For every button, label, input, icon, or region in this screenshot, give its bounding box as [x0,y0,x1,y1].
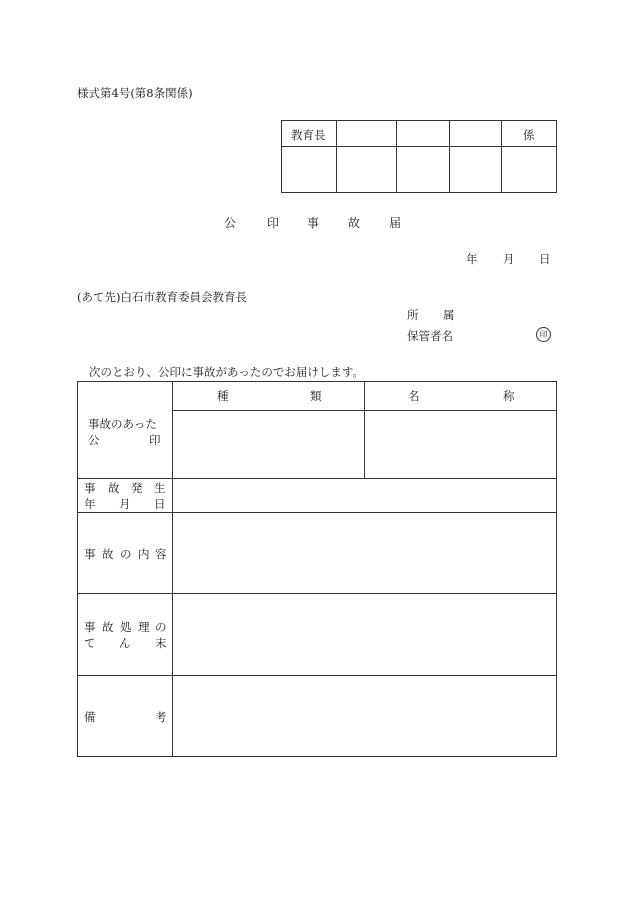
col-name-char-a: 名 [408,389,420,403]
custodian-name-label: 保管者名 [407,329,453,343]
row-label-char: 事 [84,547,96,561]
title-char: 公 [224,216,237,230]
dept-label-a: 所 [407,308,419,322]
row-label-char: 内 [138,547,150,561]
col-type-char-b: 類 [310,389,322,403]
row-label-char: 事 [84,481,96,495]
date-month-label: 月 [503,252,515,266]
form-number: 様式第4号(第8条関係) [77,86,193,100]
row-label-char: 故 [102,547,114,561]
title-char: 故 [348,216,361,230]
incident-table [77,381,557,757]
col-name-char-b: 称 [503,389,515,403]
row-label-char: 日 [154,497,166,511]
date-year-label: 年 [466,252,478,266]
title-char: 届 [389,216,402,230]
row-label-char: 年 [84,497,96,511]
row-label-affected-seal: 事故のあった [88,417,157,431]
row-label-char: 処 [120,620,132,634]
approval-header-superintendent: 教育長 [291,128,326,142]
row-label-char: 事 [84,620,96,634]
row-label-seal-char-a: 公 [88,433,100,447]
row-label-char: 末 [155,636,167,650]
row-label-char: 生 [154,481,166,495]
date-day-label: 日 [539,252,551,266]
row-label-char: て [84,636,96,650]
seal-icon: 印 [536,327,551,342]
row-label-char: 故 [108,481,120,495]
row-label-char: ん [119,636,131,650]
row-label-char: の [120,547,132,561]
title-char: 印 [267,216,280,230]
row-label-remarks-char-b: 考 [155,710,167,724]
row-label-char: 故 [102,620,114,634]
title-char: 事 [307,216,320,230]
row-label-char: 月 [119,497,131,511]
addressee: (あて先)白石市教育委員会教育長 [77,290,247,304]
approval-stamp-grid [281,120,557,193]
row-label-char: 発 [131,481,143,495]
row-label-remarks-char-a: 備 [84,710,96,724]
row-label-char: 容 [155,547,167,561]
dept-label-b: 属 [443,308,455,322]
row-label-seal-char-b: 印 [149,433,161,447]
approval-header-clerk: 係 [523,128,535,142]
col-type-char-a: 種 [217,389,229,403]
row-label-char: の [155,620,167,634]
intro-text: 次のとおり、公印に事故があったのでお届けします。 [89,365,364,379]
row-label-char: 理 [138,620,150,634]
